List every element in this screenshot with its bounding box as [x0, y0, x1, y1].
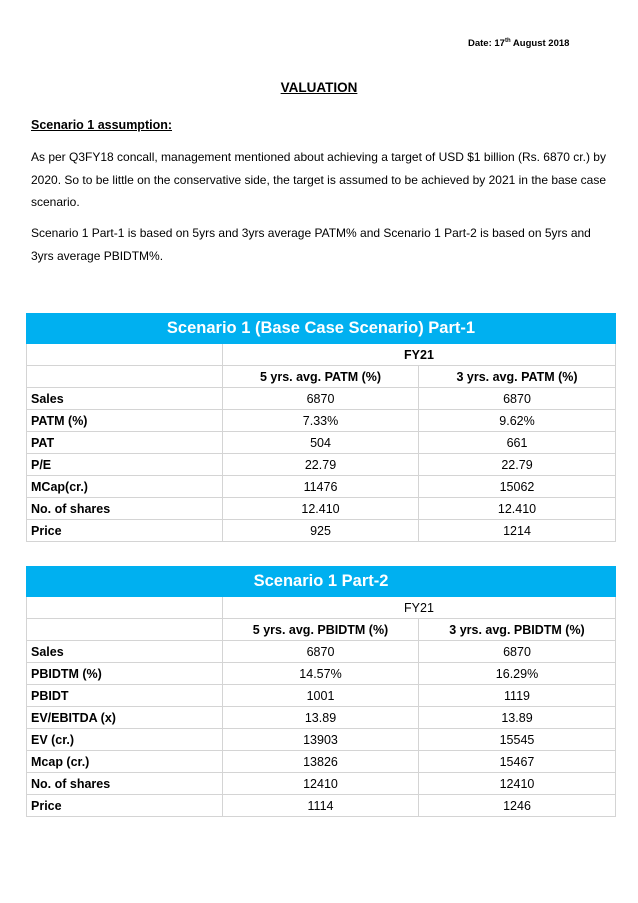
table-cell: 22.79: [223, 454, 419, 476]
table-cell: 1119: [419, 685, 616, 707]
column-header: 5 yrs. avg. PBIDTM (%): [223, 619, 419, 641]
row-label: Sales: [27, 641, 223, 663]
table-title: Scenario 1 Part-2: [27, 567, 616, 597]
table-cell: 12410: [419, 773, 616, 795]
column-header-row: [27, 366, 616, 388]
report-date: [468, 38, 569, 49]
table-row: [27, 663, 616, 685]
table-cell: 6870: [419, 641, 616, 663]
table-title-row: [27, 567, 616, 597]
scenario-assumption-heading: Scenario 1 assumption:: [31, 118, 173, 132]
table-row: [27, 707, 616, 729]
empty-cell: [27, 366, 223, 388]
table-cell: 1114: [223, 795, 419, 817]
period-label: FY21: [223, 344, 616, 366]
table-cell: 12410: [223, 773, 419, 795]
period-row: [27, 597, 616, 619]
column-header-row: [27, 619, 616, 641]
row-label: MCap(cr.): [27, 476, 223, 498]
scenario-1-part-1-table: [26, 313, 616, 542]
scenario-1-part-2-table: [26, 566, 616, 817]
date-ordinal-suffix: th: [504, 38, 511, 44]
table-cell: 7.33%: [223, 410, 419, 432]
column-header: 3 yrs. avg. PBIDTM (%): [419, 619, 616, 641]
table-cell: 15467: [419, 751, 616, 773]
row-label: Price: [27, 795, 223, 817]
empty-cell: [27, 597, 223, 619]
assumption-paragraph: As per Q3FY18 concall, management mentioned about achieving a target of USD $1 billion (Rs. 6870 cr.) by 2020. So to be little on the conservative side, the target is assumed to be achieved by 2021 in the base case scenario.: [31, 150, 607, 209]
table-row: [27, 795, 616, 817]
row-label: Sales: [27, 388, 223, 410]
table-body: [27, 567, 616, 817]
table-body: [27, 314, 616, 542]
period-label: FY21: [223, 597, 616, 619]
table-row: [27, 454, 616, 476]
table-row: [27, 388, 616, 410]
period-row: [27, 344, 616, 366]
row-label: No. of shares: [27, 773, 223, 795]
table-cell: 13903: [223, 729, 419, 751]
row-label: EV (cr.): [27, 729, 223, 751]
table-title: Scenario 1 (Base Case Scenario) Part-1: [27, 314, 616, 344]
table-cell: 9.62%: [419, 410, 616, 432]
row-label: EV/EBITDA (x): [27, 707, 223, 729]
table-cell: 14.57%: [223, 663, 419, 685]
date-prefix: Date: 17: [468, 38, 505, 49]
table-cell: 1246: [419, 795, 616, 817]
table-cell: 1001: [223, 685, 419, 707]
table-cell: 16.29%: [419, 663, 616, 685]
row-label: Price: [27, 520, 223, 542]
table-cell: 12.410: [223, 498, 419, 520]
row-label: PATM (%): [27, 410, 223, 432]
table-cell: 6870: [223, 641, 419, 663]
empty-cell: [27, 619, 223, 641]
row-label: PAT: [27, 432, 223, 454]
table-cell: 15062: [419, 476, 616, 498]
table-cell: 12.410: [419, 498, 616, 520]
table-cell: 11476: [223, 476, 419, 498]
table-row: [27, 729, 616, 751]
table-cell: 13.89: [223, 707, 419, 729]
column-header: 3 yrs. avg. PATM (%): [419, 366, 616, 388]
table-row: [27, 498, 616, 520]
table-row: [27, 520, 616, 542]
table-row: [27, 751, 616, 773]
column-header: 5 yrs. avg. PATM (%): [223, 366, 419, 388]
row-label: No. of shares: [27, 498, 223, 520]
row-label: PBIDT: [27, 685, 223, 707]
table-cell: 6870: [419, 388, 616, 410]
table-cell: 22.79: [419, 454, 616, 476]
table-cell: 1214: [419, 520, 616, 542]
date-suffix: August 2018: [510, 38, 570, 49]
table-row: [27, 432, 616, 454]
table-cell: 504: [223, 432, 419, 454]
table-row: [27, 685, 616, 707]
table-row: [27, 410, 616, 432]
table-cell: 6870: [223, 388, 419, 410]
table-cell: 13826: [223, 751, 419, 773]
method-paragraph: Scenario 1 Part-1 is based on 5yrs and 3yrs average PATM% and Scenario 1 Part-2 is based on 5yrs and 3yrs average PBIDTM%.: [31, 226, 591, 263]
row-label: PBIDTM (%): [27, 663, 223, 685]
table-row: [27, 476, 616, 498]
table-cell: 13.89: [419, 707, 616, 729]
table-row: [27, 641, 616, 663]
table-row: [27, 773, 616, 795]
row-label: Mcap (cr.): [27, 751, 223, 773]
table-cell: 661: [419, 432, 616, 454]
page-title: VALUATION: [280, 80, 358, 95]
table-cell: 925: [223, 520, 419, 542]
table-title-row: [27, 314, 616, 344]
table-cell: 15545: [419, 729, 616, 751]
row-label: P/E: [27, 454, 223, 476]
empty-cell: [27, 344, 223, 366]
